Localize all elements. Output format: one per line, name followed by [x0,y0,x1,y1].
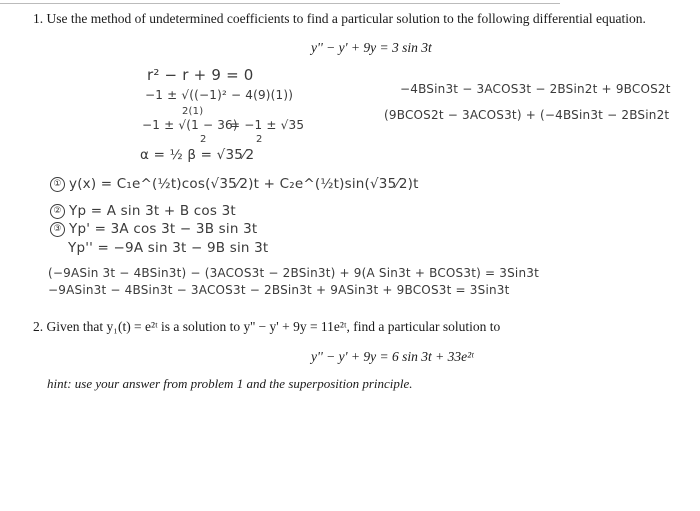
right-work-line-1: −4BSin3t − 3ACOS3t − 2BSin2t + 9BCOS2t [400,82,671,96]
simplified-result: = −1 ± √35 [230,118,305,132]
complementary-solution [50,176,419,192]
alpha-beta-values: α = ½ β = √35⁄2 [140,147,255,163]
step-1-marker: ① [50,177,65,192]
right-work-line-2: (9BCOS2t − 3ACOS3t) + (−4BSin3t − 2BSin2t [384,108,670,122]
problem2-statement: 2. Given that y₁(t) = e²ᵗ is a solution to y'' − y' + 9y = 11e²ᵗ, find a particular solution to [33,319,501,334]
problem1-statement: 1. Use the method of undetermined coefficients to find a particular solution to the following differential equation. [33,11,646,26]
second-derivative: Yp'' = −9A sin 3t − 9B sin 3t [68,240,269,256]
simplified-numerator: −1 ± √(1 − 36) [142,118,238,132]
substitution-line-2: −9ASin3t − 4BSin3t − 3ACOS3t − 2BSin3t + 9ASin3t + 9BCOS3t = 3Sin3t [48,283,510,297]
complementary-solution-text: y(x) = C₁e^(½t)cos(√35⁄2)t + C₂e^(½t)sin(√35⁄2)t [69,176,419,192]
step-3-marker: ③ [50,222,65,237]
substitution-line-1: (−9ASin 3t − 4BSin3t) − (3ACOS3t − 2BSin3t) + 9(A Sin3t + BCOS3t) = 3Sin3t [48,266,540,280]
problem2-equation: y'' − y' + 9y = 6 sin 3t + 33e²ᵗ [311,349,474,364]
step-2-marker: ② [50,204,65,219]
first-derivative-text: Yp' = 3A cos 3t − 3B sin 3t [69,221,258,237]
particular-guess-text: Yp = A sin 3t + B cos 3t [69,203,236,219]
problem1-equation: y'' − y' + 9y = 3 sin 3t [311,40,432,55]
simplified-denominator-2: 2 [256,134,263,145]
top-rule [0,3,560,4]
first-derivative [50,221,257,237]
characteristic-equation: r² − r + 9 = 0 [147,66,254,84]
problem2-hint: hint: use your answer from problem 1 and the superposition principle. [47,376,413,391]
simplified-denominator: 2 [200,134,207,145]
quadratic-denominator: 2(1) [182,106,204,117]
quadratic-formula: −1 ± √((−1)² − 4(9)(1)) [145,88,294,102]
particular-guess [50,203,236,219]
